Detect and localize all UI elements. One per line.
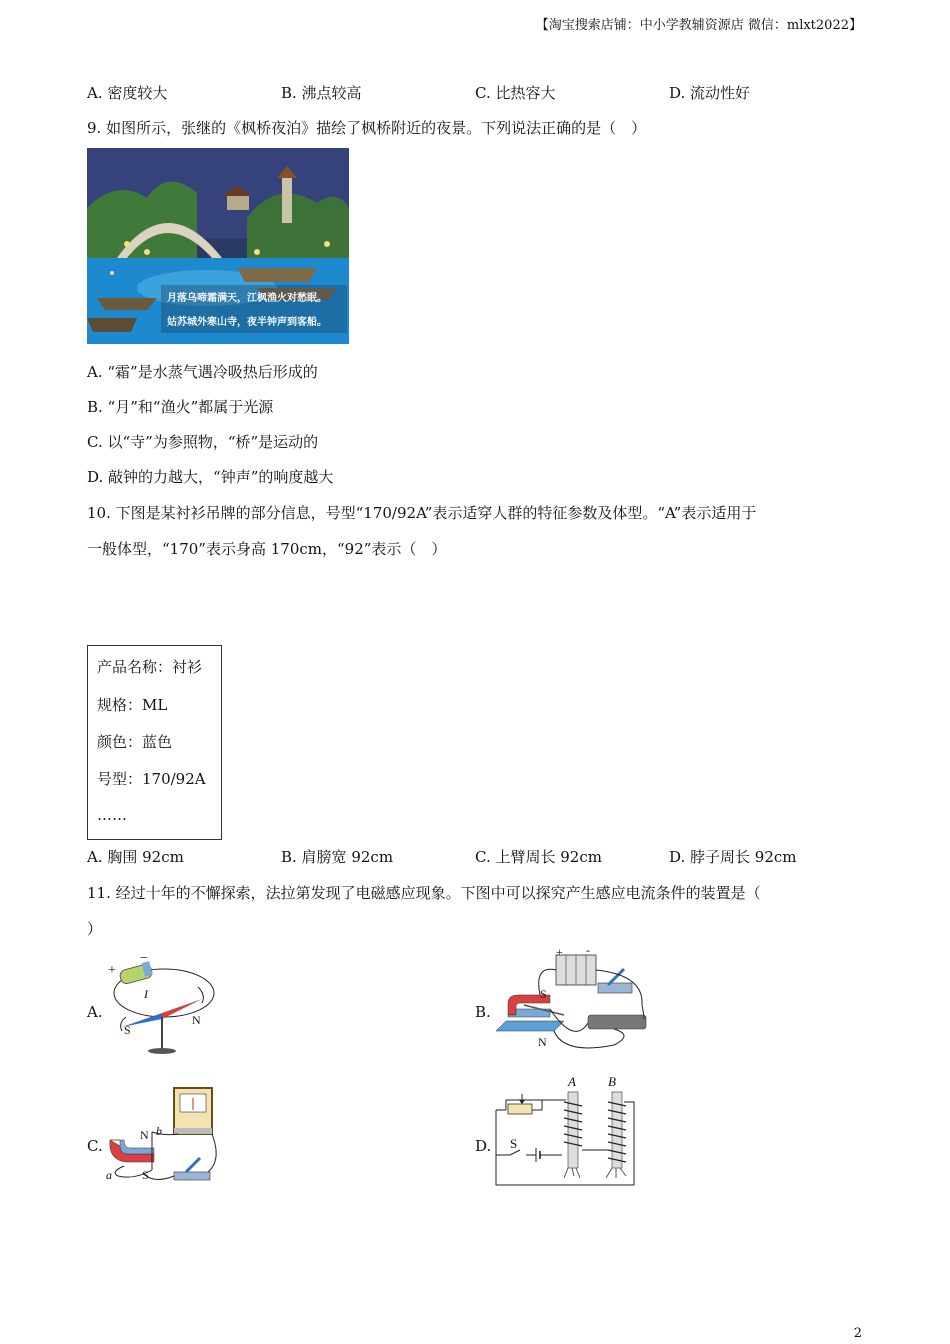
fig-c-induction-experiment — [104, 1080, 224, 1190]
q8-option-c: C. 比热容大 — [475, 84, 556, 102]
q10-stem-line-2: 一般体型，“170”表示身高 170cm，“92”表示（ ） — [87, 540, 447, 558]
fig-a-current: I — [144, 987, 148, 1001]
fig-b-s: S — [540, 987, 547, 1001]
fig-b-motor-experiment — [494, 945, 654, 1055]
fig-a-s: S — [124, 1023, 131, 1037]
q11-stem-line-2: ） — [87, 920, 103, 938]
fig-c-s: S — [142, 1168, 149, 1182]
tag-ellipsis: …… — [97, 806, 127, 824]
fig-d-a: A — [568, 1074, 576, 1089]
q8-option-d: D. 流动性好 — [669, 84, 751, 102]
shirt-tag — [87, 645, 222, 840]
q8-option-a: A. 密度较大 — [87, 84, 168, 102]
q11-label-b: B. — [475, 1003, 491, 1021]
fig-a-n: N — [192, 1013, 201, 1027]
page-header: 【淘宝搜索店铺：中小学教辅资源店 微信：mlxt2022】 — [535, 18, 862, 33]
tag-color: 颜色：蓝色 — [97, 733, 173, 751]
q11-label-a: A. — [87, 1003, 103, 1021]
fig-a-plus: + — [108, 963, 116, 978]
fig-c-b: b — [156, 1124, 162, 1138]
q10-option-c: C. 上臂周长 92cm — [475, 848, 602, 866]
fig-b-minus: - — [586, 943, 590, 957]
fig-a-minus: − — [140, 951, 148, 966]
page-number: 2 — [853, 1326, 862, 1341]
q9-option-b: B. “月”和“渔火”都属于光源 — [87, 398, 274, 416]
fig-c-n: N — [140, 1128, 149, 1142]
fig-c-a: a — [106, 1168, 112, 1182]
q10-option-d: D. 脖子周长 92cm — [669, 848, 797, 866]
fig-d-s: S — [510, 1136, 518, 1151]
poem-line-1: 月落乌啼霜满天，江枫渔火对愁眠。 — [167, 293, 327, 304]
fig-d-b: B — [608, 1074, 616, 1089]
q10-option-a: A. 胸围 92cm — [87, 848, 184, 866]
fig-d-electromagnet-circuit — [492, 1074, 642, 1190]
maple-bridge-night-scene — [87, 148, 349, 344]
q10-option-b: B. 肩膀宽 92cm — [281, 848, 394, 866]
fig-b-plus: + — [556, 945, 563, 959]
q11-stem-line-1: 11. 经过十年的不懈探索，法拉第发现了电磁感应现象。下图中可以探究产生感应电流条件的装置是（ — [87, 884, 761, 902]
q11-label-d: D. — [475, 1137, 492, 1155]
q8-option-b: B. 沸点较高 — [281, 84, 362, 102]
tag-size: 号型：170/92A — [97, 770, 206, 788]
q11-label-c: C. — [87, 1137, 103, 1155]
fig-b-n: N — [538, 1035, 547, 1049]
tag-product-name: 产品名称：衬衫 — [97, 658, 203, 676]
tag-spec: 规格：ML — [97, 696, 168, 714]
q9-stem: 9. 如图所示，张继的《枫桥夜泊》描绘了枫桥附近的夜景。下列说法正确的是（ ） — [87, 119, 647, 137]
poem-line-2: 姑苏城外寒山寺，夜半钟声到客船。 — [167, 317, 327, 328]
q9-option-a: A. “霜”是水蒸气遇冷吸热后形成的 — [87, 363, 318, 381]
q9-option-c: C. 以“寺”为参照物，“桥”是运动的 — [87, 433, 319, 451]
q9-option-d: D. 敲钟的力越大，“钟声”的响度越大 — [87, 468, 334, 486]
q10-stem-line-1: 10. 下图是某衬衫吊牌的部分信息，号型“170/92A”表示适穿人群的特征参数及体型。“A”表示适用于 — [87, 504, 757, 522]
fig-a-oersted-experiment — [102, 951, 222, 1055]
